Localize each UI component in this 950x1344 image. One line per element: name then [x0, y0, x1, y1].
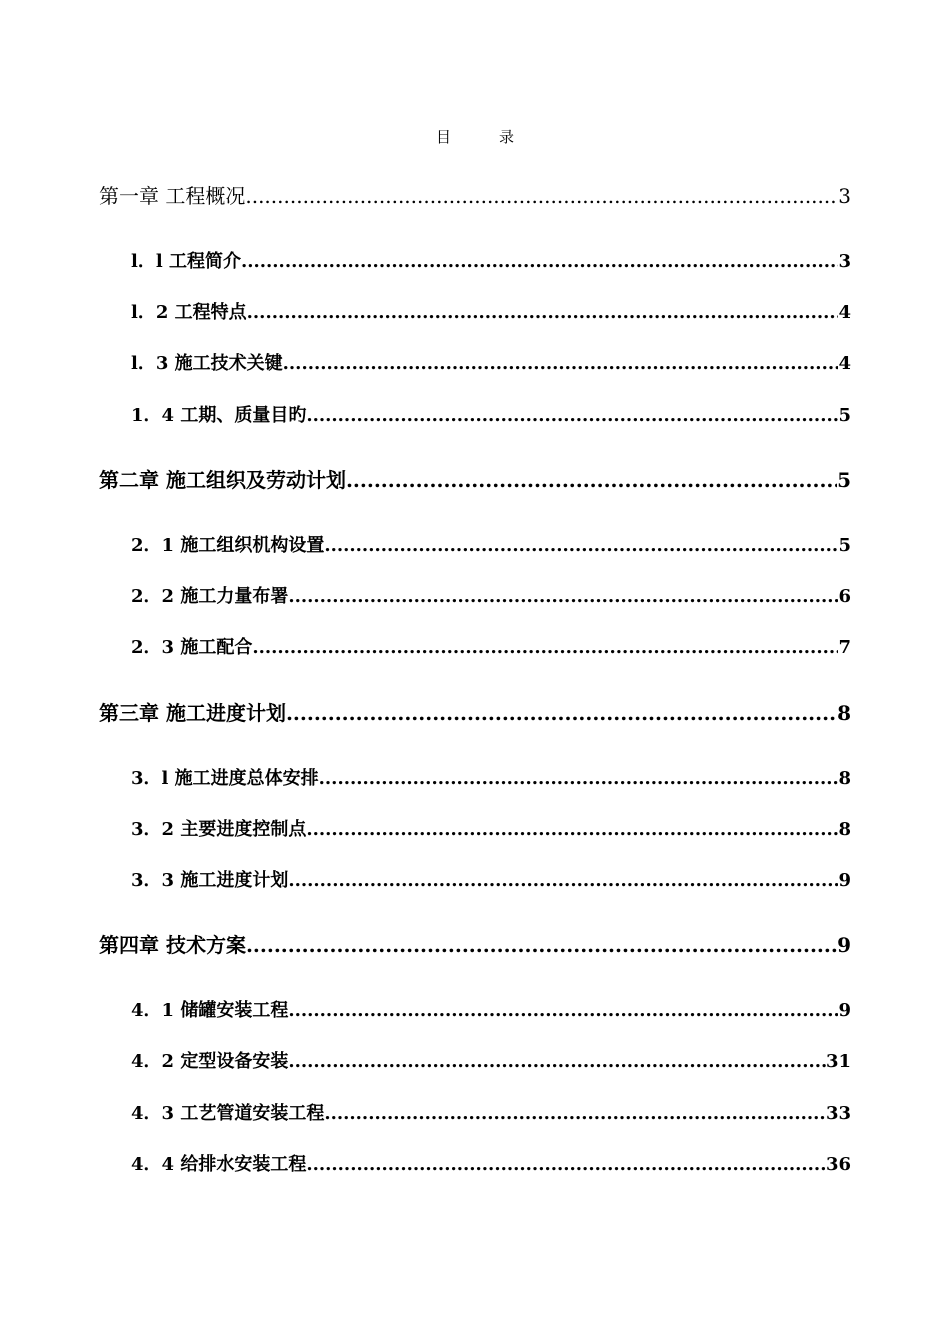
dot-leader [288, 586, 838, 607]
toc-section-entry[interactable] [131, 582, 851, 608]
toc-entry-label: 3．3 施工进度计划 [131, 870, 289, 891]
toc-section-entry[interactable] [131, 1099, 851, 1125]
toc-chapter-entry[interactable] [99, 929, 851, 958]
dot-leader [306, 819, 838, 840]
dot-leader [288, 1051, 826, 1072]
toc-page-number: 5 [838, 405, 851, 426]
toc-section-entry[interactable] [131, 247, 851, 273]
toc-page-number: 36 [825, 1154, 851, 1175]
dot-leader [288, 870, 838, 891]
toc-chapter-entry[interactable] [99, 697, 851, 726]
toc-entry-label: 4．4 给排水安装工程 [131, 1154, 307, 1175]
dot-leader [283, 353, 839, 374]
dot-leader [324, 535, 838, 556]
dot-leader [306, 1154, 826, 1175]
toc-entry-label: 3．2 主要进度控制点 [131, 819, 307, 840]
toc-page-number: 8 [838, 819, 851, 840]
dot-leader [247, 302, 839, 323]
toc-page-number: 3 [838, 184, 851, 208]
toc-section-entry[interactable] [131, 866, 851, 892]
dot-leader [246, 933, 837, 957]
toc-chapter-entry[interactable] [99, 464, 851, 493]
toc-entry-label: 第四章 技术方案 [99, 933, 246, 957]
toc-section-entry[interactable] [131, 401, 851, 427]
toc-section-entry[interactable] [131, 764, 851, 790]
toc-chapter-entry[interactable] [99, 180, 851, 209]
toc-page-number: 33 [825, 1103, 851, 1124]
toc-page-number: 6 [838, 586, 851, 607]
toc-entry-label: 第一章 工程概况 [99, 184, 246, 208]
toc-entry-label: 第三章 施工进度计划 [99, 701, 286, 725]
toc-section-entry[interactable] [131, 298, 851, 324]
toc-title-char-2: 录 [499, 128, 515, 146]
toc-entry-label: 4．1 储罐安装工程 [131, 1000, 289, 1021]
toc-entry-label: 1．4 工期、质量目旳 [131, 405, 307, 426]
toc-title [0, 126, 950, 147]
toc-title-char-1: 目 [435, 128, 451, 146]
toc-entry-label: 2．2 施工力量布署 [131, 586, 289, 607]
toc-page-number: 4 [838, 353, 851, 374]
dot-leader [245, 184, 838, 208]
toc-page-number: 9 [837, 933, 851, 957]
toc-section-entry[interactable] [131, 1150, 851, 1176]
toc-section-entry[interactable] [131, 349, 851, 375]
toc-entry-label: 4．3 工艺管道安装工程 [131, 1103, 325, 1124]
dot-leader [252, 637, 838, 658]
toc-page-number: 3 [838, 251, 851, 272]
toc-page-number: 7 [838, 637, 851, 658]
dot-leader [346, 468, 837, 492]
toc-entry-label: l．3 施工技术关键 [131, 353, 283, 374]
dot-leader [324, 1103, 826, 1124]
toc-page-number: 8 [837, 701, 851, 725]
toc-page-number: 9 [838, 1000, 851, 1021]
toc-page-number: 5 [837, 468, 851, 492]
toc-page-number: 8 [838, 768, 851, 789]
toc-section-entry[interactable] [131, 996, 851, 1022]
toc-page-number: 9 [838, 870, 851, 891]
toc-section-entry[interactable] [131, 531, 851, 557]
toc-section-entry[interactable] [131, 815, 851, 841]
toc-entry-label: 2．1 施工组织机构设置 [131, 535, 325, 556]
toc-page-number: 4 [838, 302, 851, 323]
toc-entry-label: 第二章 施工组织及劳动计划 [99, 468, 346, 492]
dot-leader [286, 701, 837, 725]
toc-page-number: 5 [838, 535, 851, 556]
dot-leader [306, 405, 838, 426]
dot-leader [288, 1000, 838, 1021]
dot-leader [319, 768, 839, 789]
toc-entry-label: l．2 工程特点 [131, 302, 247, 323]
toc-section-entry[interactable] [131, 633, 851, 659]
toc-entry-label: 4．2 定型设备安装 [131, 1051, 289, 1072]
dot-leader [241, 251, 839, 272]
toc-entry-label: 2．3 施工配合 [131, 637, 253, 658]
toc-section-entry[interactable] [131, 1047, 851, 1073]
toc-page-number: 31 [825, 1051, 851, 1072]
toc-entry-label: 3．l 施工进度总体安排 [131, 768, 319, 789]
toc-entry-label: l．l 工程简介 [131, 251, 241, 272]
